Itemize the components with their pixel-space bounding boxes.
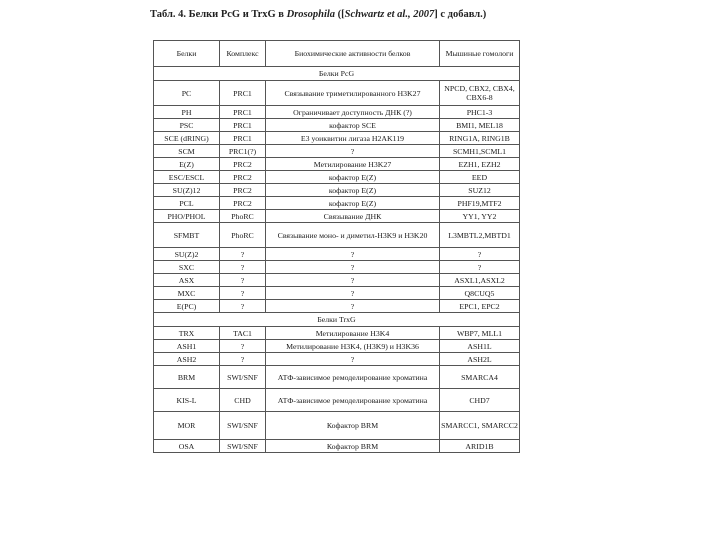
cell-protein: SCE (dRING) [154,132,220,145]
column-header: Комплекс [220,41,266,67]
cell-protein: KIS-L [154,389,220,412]
cell-complex: ? [220,287,266,300]
table-row [154,412,520,440]
cell-activity: Метилирование H3K27 [266,158,440,171]
table-row [154,223,520,248]
cell-activity: кофактор E(Z) [266,171,440,184]
cell-homologs: ASH1L [440,340,520,353]
table-row [154,197,520,210]
cell-protein: MOR [154,412,220,440]
cell-protein: PSC [154,119,220,132]
cell-complex: ? [220,261,266,274]
cell-protein: BRM [154,366,220,389]
cell-protein: ASH1 [154,340,220,353]
cell-complex: PRC2 [220,171,266,184]
table-row [154,300,520,313]
table-row [154,132,520,145]
cell-protein: TRX [154,327,220,340]
cell-complex: PRC1 [220,132,266,145]
cell-protein: SU(Z)2 [154,248,220,261]
cell-protein: ASX [154,274,220,287]
cell-activity: кофактор E(Z) [266,197,440,210]
cell-homologs: ASH2L [440,353,520,366]
section-title: Белки PcG [154,67,520,81]
cell-homologs: SUZ12 [440,184,520,197]
cell-homologs: CHD7 [440,389,520,412]
cell-homologs: ? [440,261,520,274]
section-title: Белки TrxG [154,313,520,327]
cell-complex: PRC1 [220,106,266,119]
header-row [154,41,520,67]
cell-complex: PRC1 [220,119,266,132]
table-row [154,184,520,197]
cell-activity: Связывание триметилированного H3K27 [266,81,440,106]
cell-activity: кофактор E(Z) [266,184,440,197]
table-row [154,210,520,223]
cell-protein: OSA [154,440,220,453]
cell-complex: SWI/SNF [220,440,266,453]
cell-protein: ESC/ESCL [154,171,220,184]
cell-activity: АТФ-зависимое ремоделирование хроматина [266,389,440,412]
cell-homologs: ? [440,248,520,261]
cell-complex: PhoRC [220,223,266,248]
cell-protein: ASH2 [154,353,220,366]
caption-prefix: Табл. 4. Белки PcG и TrxG в [150,9,287,20]
cell-homologs: PHF19,MTF2 [440,197,520,210]
table-row [154,171,520,184]
column-header: Биохимические активности белков [266,41,440,67]
cell-activity: ? [266,300,440,313]
cell-complex: PRC2 [220,158,266,171]
caption-organism: Drosophila [286,9,336,20]
table-row [154,145,520,158]
table-row [154,248,520,261]
cell-homologs: PHC1-3 [440,106,520,119]
cell-activity: ? [266,261,440,274]
cell-activity: Кофактор BRM [266,412,440,440]
cell-activity: ? [266,274,440,287]
cell-complex: PRC2 [220,184,266,197]
cell-complex: ? [220,248,266,261]
table-row [154,119,520,132]
cell-complex: CHD [220,389,266,412]
section-header-row [154,67,520,81]
cell-protein: SFMBT [154,223,220,248]
section-header-row [154,313,520,327]
cell-homologs: YY1, YY2 [440,210,520,223]
cell-activity: Кофактор BRM [266,440,440,453]
cell-protein: PH [154,106,220,119]
table-row [154,81,520,106]
proteins-table [153,40,520,453]
cell-homologs: WBP7, MLL1 [440,327,520,340]
cell-homologs: ASXL1,ASXL2 [440,274,520,287]
cell-protein: SU(Z)12 [154,184,220,197]
cell-complex: SWI/SNF [220,366,266,389]
cell-activity: E3 уоиквитин лигаза H2AK119 [266,132,440,145]
cell-homologs: ARID1B [440,440,520,453]
cell-complex: SWI/SNF [220,412,266,440]
cell-activity: Метилирование H3K4, (H3K9) и H3K36 [266,340,440,353]
table-caption [150,9,550,20]
cell-complex: ? [220,274,266,287]
cell-complex: PRC1(?) [220,145,266,158]
cell-activity: ? [266,287,440,300]
cell-complex: PhoRC [220,210,266,223]
table-row [154,389,520,412]
column-header: Белки [154,41,220,67]
cell-homologs: EPC1, EPC2 [440,300,520,313]
cell-activity: Связывание моно- и диметил-H3K9 и H3K20 [266,223,440,248]
cell-activity: Связывание ДНК [266,210,440,223]
cell-complex: PRC1 [220,81,266,106]
cell-protein: SXC [154,261,220,274]
column-header: Мышиные гомологи [440,41,520,67]
caption-reference: Schwartz et al., 2007 [344,9,435,20]
table-row [154,287,520,300]
cell-homologs: L3MBTL2,MBTD1 [440,223,520,248]
table-row [154,261,520,274]
table-row [154,440,520,453]
caption-ref-close: ] с добавл.) [434,9,487,20]
cell-protein: E(Z) [154,158,220,171]
cell-complex: ? [220,340,266,353]
cell-homologs: Q8CUQ5 [440,287,520,300]
cell-protein: PCL [154,197,220,210]
cell-activity: Метилирование H3K4 [266,327,440,340]
cell-activity: АТФ-зависимое ремоделирование хроматина [266,366,440,389]
cell-complex: TAC1 [220,327,266,340]
cell-activity: ? [266,145,440,158]
cell-activity: кофактор SCE [266,119,440,132]
cell-homologs: NPCD, CBX2, CBX4, CBX6-8 [440,81,520,106]
cell-complex: PRC2 [220,197,266,210]
cell-protein: PC [154,81,220,106]
cell-homologs: EZH1, EZH2 [440,158,520,171]
table-row [154,106,520,119]
cell-complex: ? [220,353,266,366]
cell-activity: ? [266,248,440,261]
caption-ref-open: ([ [335,9,345,20]
cell-protein: E(PC) [154,300,220,313]
table-row [154,353,520,366]
cell-protein: PHO/PHOL [154,210,220,223]
table-row [154,158,520,171]
cell-homologs: BMI1, MEL18 [440,119,520,132]
table-row [154,327,520,340]
cell-homologs: SMARCC1, SMARCC2 [440,412,520,440]
cell-homologs: EED [440,171,520,184]
cell-protein: MXC [154,287,220,300]
cell-protein: SCM [154,145,220,158]
cell-homologs: SCMH1,SCML1 [440,145,520,158]
cell-activity: ? [266,353,440,366]
table-row [154,366,520,389]
cell-complex: ? [220,300,266,313]
cell-homologs: SMARCA4 [440,366,520,389]
table-row [154,274,520,287]
table-row [154,340,520,353]
cell-homologs: RING1A, RING1B [440,132,520,145]
cell-activity: Ограничивает доступность ДНК (?) [266,106,440,119]
